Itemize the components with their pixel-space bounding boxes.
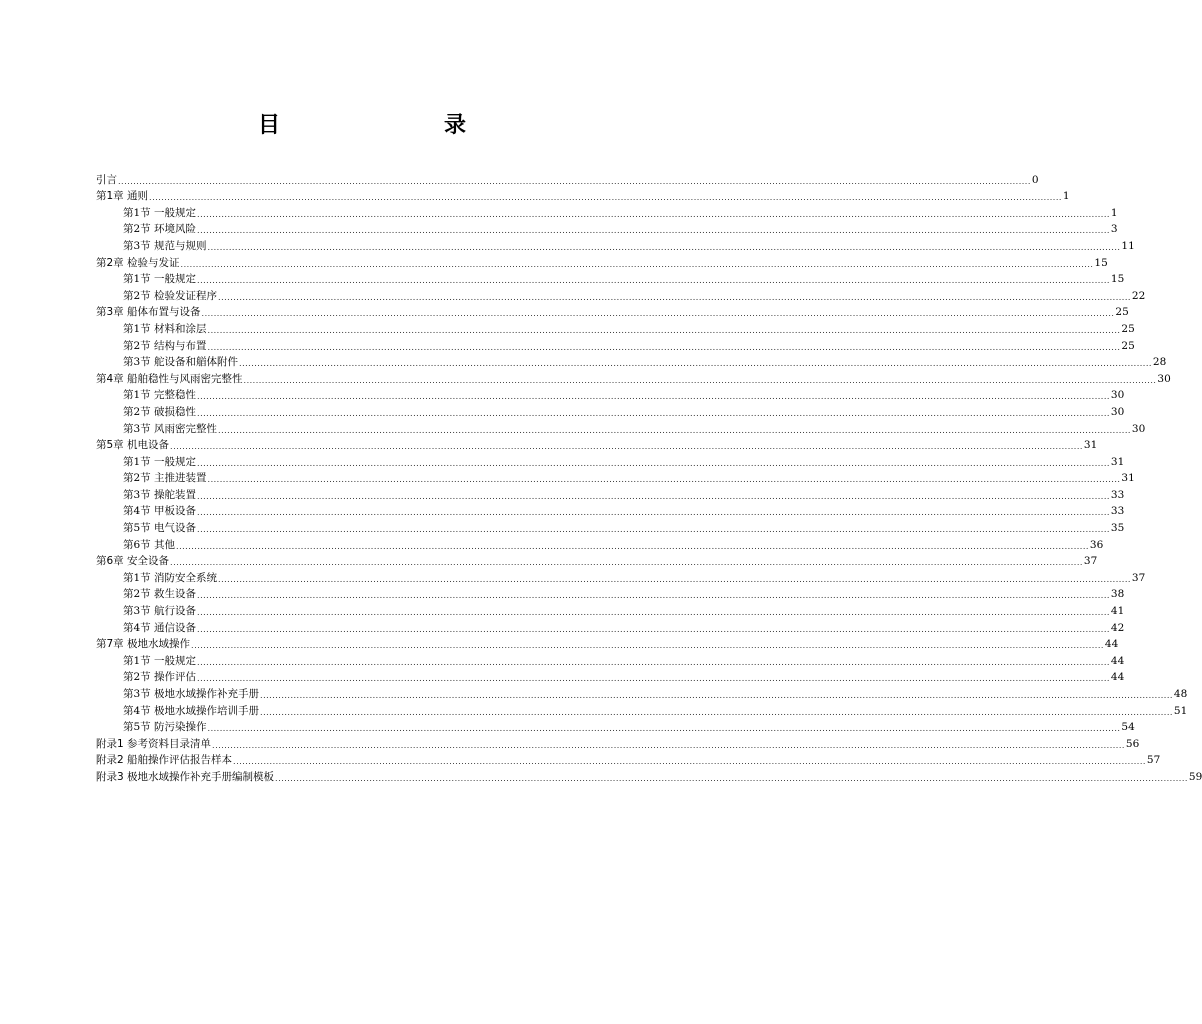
toc-entry-page-number: 44 bbox=[1110, 671, 1125, 684]
toc-entry[interactable] bbox=[96, 402, 1125, 419]
toc-entry-page-number: 1 bbox=[1110, 206, 1118, 219]
toc-entry[interactable] bbox=[96, 751, 1161, 768]
toc-leader-dots: ............................................................................................................................................................................................................................................................................................................ bbox=[201, 309, 1115, 319]
toc-entry-label: 第3节 极地水域操作补充手册 bbox=[123, 688, 260, 700]
toc-entry-page-number: 30 bbox=[1110, 405, 1125, 418]
toc-entry[interactable] bbox=[96, 635, 1119, 652]
toc-leader-dots: ............................................................................................................................................................................................................................................................................................................ bbox=[197, 276, 1110, 286]
toc-entry[interactable] bbox=[96, 452, 1125, 469]
toc-leader-dots: ............................................................................................................................................................................................................................................................................................................ bbox=[260, 707, 1173, 717]
toc-entry-label: 第3节 规范与规则 bbox=[123, 239, 207, 252]
toc-leader-dots: ............................................................................................................................................................................................................................................................................................................ bbox=[275, 773, 1188, 783]
toc-entry-page-number: 37 bbox=[1131, 571, 1146, 584]
toc-entry-label: 第1章 通则 bbox=[96, 190, 149, 203]
toc-leader-dots: ............................................................................................................................................................................................................................................................................................................ bbox=[149, 193, 1062, 203]
toc-entry-label: 第1节 一般规定 bbox=[123, 273, 197, 286]
toc-entry-page-number: 11 bbox=[1121, 239, 1135, 252]
toc-entry-label: 第2节 操作评估 bbox=[123, 671, 197, 684]
toc-entry-page-number: 42 bbox=[1110, 621, 1125, 634]
toc-entry-label: 第6节 其他 bbox=[123, 538, 176, 551]
toc-entry[interactable] bbox=[96, 170, 1039, 187]
toc-entry-label: 第4节 极地水域操作培训手册 bbox=[123, 704, 260, 717]
toc-entry-page-number: 56 bbox=[1125, 737, 1140, 750]
toc-leader-dots: ............................................................................................................................................................................................................................................................................................................ bbox=[191, 641, 1104, 651]
toc-leader-dots: ............................................................................................................................................................................................................................................................................................................ bbox=[207, 475, 1121, 485]
toc-entry-label: 第2节 环境风险 bbox=[123, 223, 197, 236]
toc-entry-page-number: 30 bbox=[1131, 422, 1146, 435]
toc-entry-page-number: 57 bbox=[1146, 754, 1161, 767]
toc-entry[interactable] bbox=[96, 469, 1135, 486]
toc-leader-dots: ............................................................................................................................................................................................................................................................................................................ bbox=[197, 392, 1110, 402]
toc-entry[interactable] bbox=[96, 552, 1098, 569]
toc-entry-page-number: 3 bbox=[1110, 223, 1118, 236]
toc-entry-page-number: 22 bbox=[1131, 289, 1146, 302]
toc-entry[interactable] bbox=[96, 701, 1188, 718]
toc-entry-label: 第1节 材料和涂层 bbox=[123, 322, 207, 335]
toc-entry-page-number: 28 bbox=[1152, 356, 1167, 369]
toc-leader-dots: ............................................................................................................................................................................................................................................................................................................ bbox=[197, 226, 1110, 236]
toc-entry-label: 第7章 极地水域操作 bbox=[96, 638, 191, 651]
toc-entry-page-number: 36 bbox=[1089, 538, 1104, 551]
toc-leader-dots: ............................................................................................................................................................................................................................................................................................................ bbox=[170, 558, 1083, 568]
table-of-contents bbox=[96, 170, 1202, 784]
toc-entry[interactable] bbox=[96, 518, 1125, 535]
toc-entry[interactable] bbox=[96, 303, 1129, 320]
toc-entry-label: 第3节 航行设备 bbox=[123, 605, 197, 618]
toc-entry-label: 第5章 机电设备 bbox=[96, 439, 170, 452]
toc-entry-page-number: 35 bbox=[1110, 522, 1125, 535]
toc-entry-label: 第5节 防污染操作 bbox=[123, 721, 207, 734]
toc-leader-dots: ............................................................................................................................................................................................................................................................................................................ bbox=[243, 375, 1157, 385]
toc-entry-label: 第5节 电气设备 bbox=[123, 522, 197, 535]
toc-leader-dots: ............................................................................................................................................................................................................................................................................................................ bbox=[197, 491, 1110, 501]
toc-entry[interactable] bbox=[96, 767, 1202, 784]
toc-entry-page-number: 15 bbox=[1110, 273, 1125, 286]
toc-entry-page-number: 37 bbox=[1083, 555, 1098, 568]
toc-leader-dots: ............................................................................................................................................................................................................................................................................................................ bbox=[207, 724, 1121, 734]
page-title: 目 录 bbox=[257, 113, 506, 138]
toc-entry-label: 第1节 一般规定 bbox=[123, 206, 197, 219]
toc-leader-dots: ............................................................................................................................................................................................................................................................................................................ bbox=[207, 242, 1121, 252]
toc-entry-page-number: 30 bbox=[1157, 372, 1171, 385]
toc-entry-label: 第1节 一般规定 bbox=[123, 654, 197, 667]
toc-entry[interactable] bbox=[96, 734, 1140, 751]
toc-entry-page-number: 48 bbox=[1173, 688, 1188, 700]
toc-entry-label: 第2节 结构与布置 bbox=[123, 339, 207, 352]
toc-leader-dots: ............................................................................................................................................................................................................................................................................................................ bbox=[197, 209, 1110, 219]
toc-entry[interactable] bbox=[96, 336, 1135, 353]
toc-entry-label: 第1节 消防安全系统 bbox=[123, 571, 218, 584]
toc-leader-dots: ............................................................................................................................................................................................................................................................................................................ bbox=[176, 541, 1089, 551]
toc-entry[interactable] bbox=[96, 668, 1125, 685]
toc-entry-label: 第3节 操舵装置 bbox=[123, 488, 197, 501]
toc-leader-dots: ............................................................................................................................................................................................................................................................................................................ bbox=[233, 757, 1146, 767]
toc-entry-label: 第1节 完整稳性 bbox=[123, 389, 197, 402]
toc-entry[interactable] bbox=[96, 203, 1118, 220]
toc-entry[interactable] bbox=[96, 319, 1135, 336]
toc-entry-page-number: 25 bbox=[1121, 322, 1135, 335]
toc-leader-dots: ............................................................................................................................................................................................................................................................................................................ bbox=[197, 624, 1110, 634]
toc-entry-page-number: 25 bbox=[1115, 306, 1129, 319]
toc-entry-label: 附录2 船舶操作评估报告样本 bbox=[96, 754, 233, 767]
toc-entry-label: 附录3 极地水域操作补充手册编制模板 bbox=[96, 770, 275, 783]
toc-entry[interactable] bbox=[96, 651, 1125, 668]
toc-entry[interactable] bbox=[96, 187, 1070, 204]
toc-leader-dots: ............................................................................................................................................................................................................................................................................................................ bbox=[197, 674, 1110, 684]
toc-entry[interactable] bbox=[96, 236, 1135, 253]
toc-entry-label: 第6章 安全设备 bbox=[96, 555, 170, 568]
toc-entry[interactable] bbox=[96, 585, 1125, 602]
toc-entry-label: 第4节 通信设备 bbox=[123, 621, 197, 634]
toc-entry[interactable] bbox=[96, 386, 1125, 403]
toc-entry-page-number: 0 bbox=[1031, 173, 1039, 186]
toc-entry[interactable] bbox=[96, 535, 1104, 552]
toc-leader-dots: ............................................................................................................................................................................................................................................................................................................ bbox=[197, 657, 1110, 667]
toc-entry-label: 附录1 参考资料目录清单 bbox=[96, 737, 212, 750]
toc-entry-page-number: 44 bbox=[1104, 638, 1119, 651]
toc-entry-label: 第4节 甲板设备 bbox=[123, 505, 197, 518]
toc-entry-page-number: 41 bbox=[1110, 605, 1125, 618]
toc-entry[interactable] bbox=[96, 601, 1125, 618]
toc-entry[interactable] bbox=[96, 253, 1108, 270]
toc-entry-page-number: 31 bbox=[1083, 439, 1098, 452]
toc-entry-page-number: 38 bbox=[1110, 588, 1125, 601]
toc-entry-page-number: 30 bbox=[1110, 389, 1125, 402]
toc-entry-label: 第3节 舵设备和艏体附件 bbox=[123, 356, 239, 369]
toc-entry[interactable] bbox=[96, 419, 1146, 436]
toc-entry[interactable] bbox=[96, 270, 1125, 287]
toc-entry-label: 第3节 风雨密完整性 bbox=[123, 422, 218, 435]
toc-leader-dots: ............................................................................................................................................................................................................................................................................................................ bbox=[212, 740, 1125, 750]
toc-leader-dots: ............................................................................................................................................................................................................................................................................................................ bbox=[118, 176, 1031, 186]
toc-entry-page-number: 33 bbox=[1110, 505, 1125, 518]
toc-entry-label: 第1节 一般规定 bbox=[123, 455, 197, 468]
toc-leader-dots: ............................................................................................................................................................................................................................................................................................................ bbox=[197, 408, 1110, 418]
toc-leader-dots: ............................................................................................................................................................................................................................................................................................................ bbox=[239, 359, 1152, 369]
toc-entry-page-number: 25 bbox=[1121, 339, 1135, 352]
toc-leader-dots: ............................................................................................................................................................................................................................................................................................................ bbox=[218, 292, 1131, 302]
toc-entry[interactable] bbox=[96, 618, 1125, 635]
toc-entry[interactable] bbox=[96, 286, 1146, 303]
toc-leader-dots: ............................................................................................................................................................................................................................................................................................................ bbox=[218, 425, 1131, 435]
toc-leader-dots: ............................................................................................................................................................................................................................................................................................................ bbox=[207, 325, 1121, 335]
toc-entry-label: 第3章 船体布置与设备 bbox=[96, 306, 201, 319]
toc-leader-dots: ............................................................................................................................................................................................................................................................................................................ bbox=[197, 591, 1110, 601]
toc-entry-page-number: 51 bbox=[1173, 704, 1188, 717]
toc-leader-dots: ............................................................................................................................................................................................................................................................................................................ bbox=[207, 342, 1121, 352]
toc-entry[interactable] bbox=[96, 485, 1125, 502]
toc-leader-dots: ............................................................................................................................................................................................................................................................................................................ bbox=[170, 442, 1083, 452]
toc-entry[interactable] bbox=[96, 568, 1146, 585]
toc-leader-dots: ............................................................................................................................................................................................................................................................................................................ bbox=[218, 574, 1131, 584]
toc-entry-page-number: 44 bbox=[1110, 654, 1125, 667]
toc-entry[interactable] bbox=[96, 502, 1125, 519]
toc-entry[interactable] bbox=[96, 436, 1098, 453]
toc-entry-page-number: 1 bbox=[1062, 190, 1070, 203]
toc-entry[interactable] bbox=[96, 684, 1188, 701]
toc-entry-label: 第2节 破损稳性 bbox=[123, 405, 197, 418]
toc-entry-label: 第2节 主推进装置 bbox=[123, 472, 207, 485]
toc-entry-label: 第2节 检验发证程序 bbox=[123, 289, 218, 302]
toc-entry-page-number: 31 bbox=[1110, 455, 1125, 468]
toc-leader-dots: ............................................................................................................................................................................................................................................................................................................ bbox=[197, 508, 1110, 518]
toc-entry-label: 第2章 检验与发证 bbox=[96, 256, 180, 269]
toc-entry[interactable] bbox=[96, 220, 1118, 237]
toc-entry-label: 引言 bbox=[96, 173, 117, 186]
toc-leader-dots: ............................................................................................................................................................................................................................................................................................................ bbox=[197, 525, 1110, 535]
toc-leader-dots: ............................................................................................................................................................................................................................................................................................................ bbox=[180, 259, 1094, 269]
toc-entry-label: 第2节 救生设备 bbox=[123, 588, 197, 601]
toc-entry-page-number: 59 bbox=[1188, 770, 1202, 783]
toc-leader-dots: ............................................................................................................................................................................................................................................................................................................ bbox=[260, 691, 1173, 700]
toc-entry-label: 第4章 船舶稳性与风雨密完整性 bbox=[96, 372, 243, 385]
toc-entry[interactable] bbox=[96, 353, 1167, 370]
toc-entry-page-number: 15 bbox=[1094, 256, 1108, 269]
toc-entry-page-number: 54 bbox=[1121, 721, 1135, 734]
toc-leader-dots: ............................................................................................................................................................................................................................................................................................................ bbox=[197, 458, 1110, 468]
toc-leader-dots: ............................................................................................................................................................................................................................................................................................................ bbox=[197, 608, 1110, 618]
toc-entry-page-number: 33 bbox=[1110, 488, 1125, 501]
toc-entry[interactable] bbox=[96, 718, 1135, 735]
toc-entry-page-number: 31 bbox=[1121, 472, 1135, 485]
toc-entry[interactable] bbox=[96, 369, 1171, 386]
